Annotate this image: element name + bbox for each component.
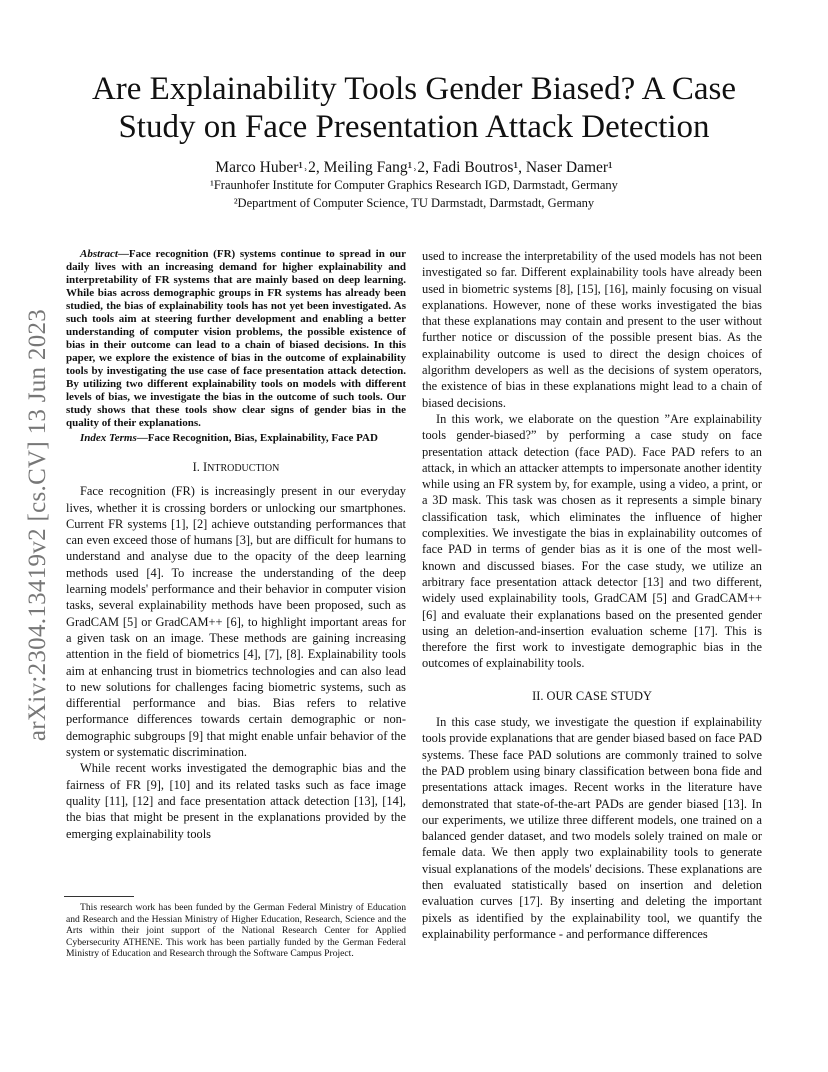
index-terms (66, 432, 406, 445)
funding-footnote: This research work has been funded by the German Federal Ministry of Education and Research and the Hessian Ministry of Higher Education, Research, Science and the Arts within their joint support of the National Research Center for Applied Cybersecurity ATHENE. This work has been partially funded by the German Federal Ministry of Education and Research through the Software Campus Project. (66, 902, 406, 960)
affiliation-1: ¹Fraunhofer Institute for Computer Graphics Research IGD, Darmstadt, Germany (210, 178, 618, 192)
footnote-rule (64, 896, 134, 897)
case-study-paragraph-1: In this case study, we investigate the question if explainability tools provide explanations that are gender biased based on face PAD systems. These face PAD solutions are commonly trained to solve the PAD problem using binary classification between bona fide and presentations attack images. Recent works in the literature have demonstrated that state-of-the-art PADs are gender biased [13]. In our experiments, we utilize three different models, one trained on a balanced gender dataset, and two models solely trained on male or female data. We then apply two explainability tools to generate visual explanations of the models' decisions. These explanations are then evaluated statistically based on insertion and deletion evaluation curves [17]. By inserting and deleting the important pixels as identified by the explainability tool, we quantify the explainability performance - and performance differences (422, 715, 762, 941)
abstract-text: —Face recognition (FR) systems continue to spread in our daily lives with an increasing demand for higher explainability and interpretability of FR systems that are mainly based on deep learning. While bias across demographic groups in FR systems has already been studied, the bias of explainability tools has not yet been investigated. As such tools aim at steering further development and enabling a better understanding of computer vision problems, the possible existence of bias in their outcome can lead to a chain of biased decisions. In this paper, we explore the existence of bias in the outcome of explainability tools by investigating the use case of face presentation attack detection. By utilizing two different explainability tools on models with different levels of bias, we investigate the bias in the outcome of such tools. Our study shows that these tools show clear signs of gender bias in the quality of their explanations. (66, 248, 406, 429)
left-column (66, 248, 406, 842)
footnote-block (66, 902, 406, 960)
abstract (66, 248, 406, 430)
index-terms-text: —Face Recognition, Bias, Explainability, Face PAD (136, 432, 378, 444)
arxiv-sidebar (18, 290, 58, 760)
intro-paragraph-2: While recent works investigated the demographic bias and the fairness of FR [9], [10] and its related tasks such as face image quality [11], [12] and face presentation attack detection [13], [14], the bias that might be present in the explanations provided by the emerging explainability tools (66, 761, 406, 841)
right-column (422, 248, 762, 942)
section-heading-case-study: II. OUR CASE STUDY (532, 688, 652, 703)
arxiv-identifier: arXiv:2304.13419v2 [cs.CV] 13 Jun 2023 (24, 308, 51, 742)
index-terms-label: Index Terms (80, 432, 137, 444)
intro-paragraph-3: used to increase the interpretability of the used models has not been investigated so far. Different explainability tools have already been used in biometric systems [8], [15], [16], mainly focusing on visual explanations. However, none of these works investigated the bias that these explanations may contain and present to the user without further notice or discussion of the possible present bias. As the explainability outcome is used to direct the design choices of algorithm developers as well as the decisions of system operators, the existence of bias in these explanations might lead to a chain of biased decisions. (422, 249, 762, 410)
abstract-label: Abstract (80, 248, 118, 260)
section-heading-introduction: I. INTRODUCTION (192, 460, 280, 474)
intro-paragraph-4: In this work, we elaborate on the question ”Are explainability tools gender-biased?” by performing a case study on face presentation attack detection (face PAD). Face PAD refers to an attack, in which an attacker attempts to impersonate another identity while using an FR system by, for example, using a video, a print, or a 3D mask. This task was chosen as it represents a simple binary classification task, which eliminates the influence of higher complexities. We investigate the bias in explainability outcomes of face PAD in terms of gender bias as it is one of the most well-known and discussed biases. For the case study, we utilize an arbitrary face presentation attack detector [13] and two different, widely used explainability tools, GradCAM [5] and GradCAM++ [6] and evaluate their explanations based on the presented gender using an deletion-and-insertion evaluation scheme [17]. This is therefore the first work to investigate demographic bias in the outcomes of explainability tools. (422, 411, 762, 671)
intro-paragraph-1: Face recognition (FR) is increasingly present in our everyday lives, whether it is crossing borders or unlocking our smartphones. Current FR systems [1], [2] achieve outstanding performances that can even exceed those of humans [3], but are difficult for humans to understand and analyse due to the opacity of the deep learning methods used [4]. To increase the understanding of the deep learning models' performance and their behavior in computer vision tasks, several explainability methods have been proposed, such as GradCAM [5] or GradCAM++ [6], to highlight important areas for a given task on an image. These methods are gaining increasing attention in the field of biometrics [4], [7], [8]. Explainability tools aim at enhancing trust in biometrics technologies and can also lead to new solutions for challenges facing biometric systems, such as differential performance and bias. Bias refers to relative performance differences towards certain demographic or non-demographic subgroups [9] that might enable unfair behavior of the system or systematic discrimination. (66, 484, 406, 760)
affiliation-2: ²Department of Computer Science, TU Darmstadt, Darmstadt, Germany (233, 196, 595, 210)
paper-title: Are Explainability Tools Gender Biased? A Case Study on Face Presentation Attack Detection (91, 71, 737, 145)
author-list: Marco Huber¹˒2, Meiling Fang¹˒2, Fadi Boutros¹, Naser Damer¹ (215, 159, 613, 176)
